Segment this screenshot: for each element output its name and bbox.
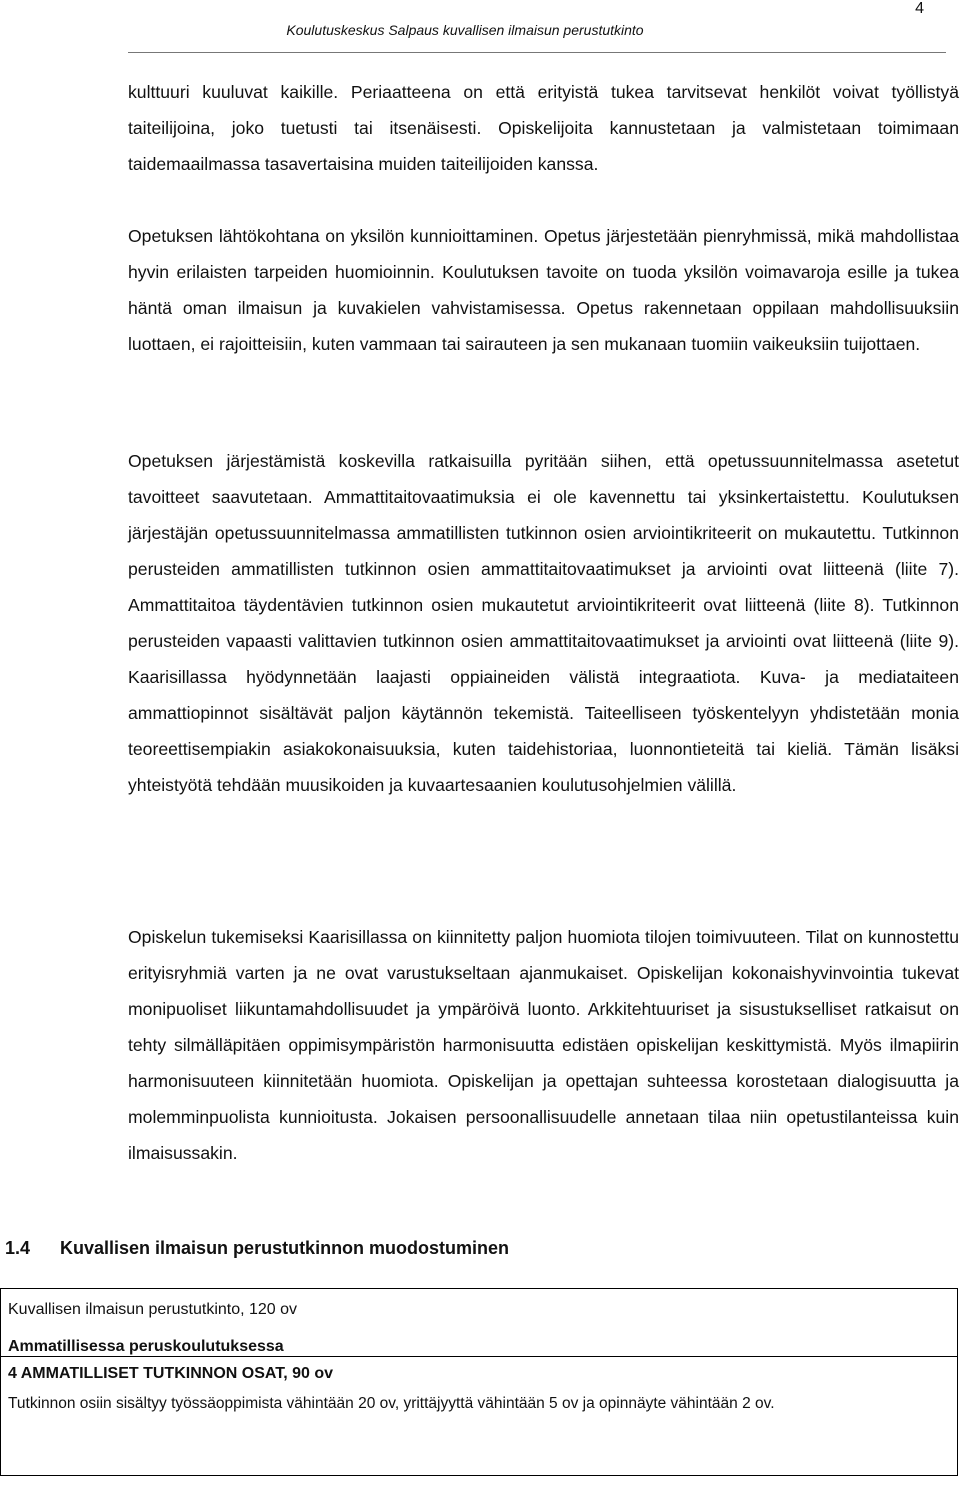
paragraph-1: kulttuuri kuuluvat kaikille. Periaatteena on että erityistä tukea tarvitsevat henkilöt voivat työllistyä taiteilijoina, joko tuetusti tai itsenäisesti. Opiskelijoita kannustetaan ja valmistetaan toimimaan taidemaailmassa tasavertaisina muiden taiteilijoiden kanssa. <box>128 82 959 174</box>
section-number: 1.4 <box>5 1238 31 1258</box>
paragraph-4: Opiskelun tukemiseksi Kaarisillassa on kiinnitetty paljon huomiota tilojen toimivuuteen. Tilat on kunnostettu erityisryhmiä varten ja ne ovat varustukseltaan ajanmukaiset. Opiskelijan kokonaishyvinvointia tukevat monipuoliset liikuntamahdollisuudet ja ympäröivä luonto. Arkkitehtuuriset ja sisustukselliset ratkaisut on tehty silmälläpitäen oppimisympäristön harmonisuutta edistäen opiskelijan keskittymistä. Myös ilmapiirin harmonisuuteen kiinnitetään huomiota. Opiskelijan ja opettajan suhteessa korostetaan dialogisuutta ja molemminpuolista kunnioitusta. Jokaisen persoonallisuudelle annetaan tilaa niin opetustilanteissa kuin ilmaisussakin. <box>128 927 959 1163</box>
table-row <box>1 1357 958 1476</box>
degree-cell <box>1 1289 958 1357</box>
section-heading <box>5 1238 509 1259</box>
table-row <box>1 1289 958 1357</box>
units-heading: 4 AMMATILLISET TUTKINNON OSAT, 90 ov <box>8 1365 334 1382</box>
document-header-title: Koulutuskeskus Salpaus kuvallisen ilmaisun perustutkinto <box>286 22 644 38</box>
page-number: 4 <box>915 0 924 17</box>
degree-structure-table <box>0 1288 958 1476</box>
section-title: Kuvallisen ilmaisun perustutkinnon muodostuminen <box>60 1238 510 1258</box>
paragraph-3: Opetuksen järjestämistä koskevilla ratkaisuilla pyritään siihen, että opetussuunnitelmassa asetetut tavoitteet saavutetaan. Ammattitaitovaatimuksia ei ole kavennettu tai yksinkertaistettu. Koulutuksen järjestäjän opetussuunnitelmassa ammatillisten tutkinnon osien arviointikriteerit on mukautettu. Tutkinnon perusteiden ammatillisten tutkinnon osien ammattitaitovaatimukset ja arviointi ovat liitteenä (liite 7). Ammattitaitoa täydentävien tutkinnon osien mukautetut arviointikriteerit ovat liitteenä (liite 8). Tutkinnon perusteiden vapaasti valittavien tutkinnon osien ammattitaitovaatimukset ja arviointi ovat liitteenä (liite 9). Kaarisillassa hyödynnetään laajasti oppiaineiden välistä integraatiota. Kuva- ja mediataiteen ammattiopinnot sisältävät paljon käytännön tekemistä. Taiteelliseen työskentelyyn yhdistetään monia teoreettisempiakin asiakokonaisuuksia, kuten taidehistoriaa, luonnontieteitä tai kieliä. Tämän lisäksi yhteistyötä tehdään muusikoiden ja kuvaartesaanien koulutusohjelmien välillä. <box>128 451 959 795</box>
units-cell <box>1 1357 958 1476</box>
paragraph-2: Opetuksen lähtökohtana on yksilön kunnioittaminen. Opetus järjestetään pienryhmissä, mikä mahdollistaa hyvin erilaisten tarpeiden huomioinnin. Koulutuksen tavoite on tuoda yksilön voimavaroja esille ja tukea häntä oman ilmaisun ja kuvakielen vahvistamisessa. Opetus rakennetaan oppilaan mahdollisuuksiin luottaen, ei rajoitteisiin, kuten vammaan tai sairauteen ja sen mukanaan tuomiin vaikeuksiin tuijottaen. <box>128 226 959 354</box>
degree-line: Kuvallisen ilmaisun perustutkinto, 120 ov <box>8 1301 298 1318</box>
units-note: Tutkinnon osiin sisältyy työssäoppimista vähintään 20 ov, yrittäjyyttä vähintään 5 ov ja opinnäyte vähintään 2 ov. <box>8 1395 775 1412</box>
header-rule <box>128 52 946 53</box>
context-line: Ammatillisessa peruskoulutuksessa <box>8 1338 284 1355</box>
